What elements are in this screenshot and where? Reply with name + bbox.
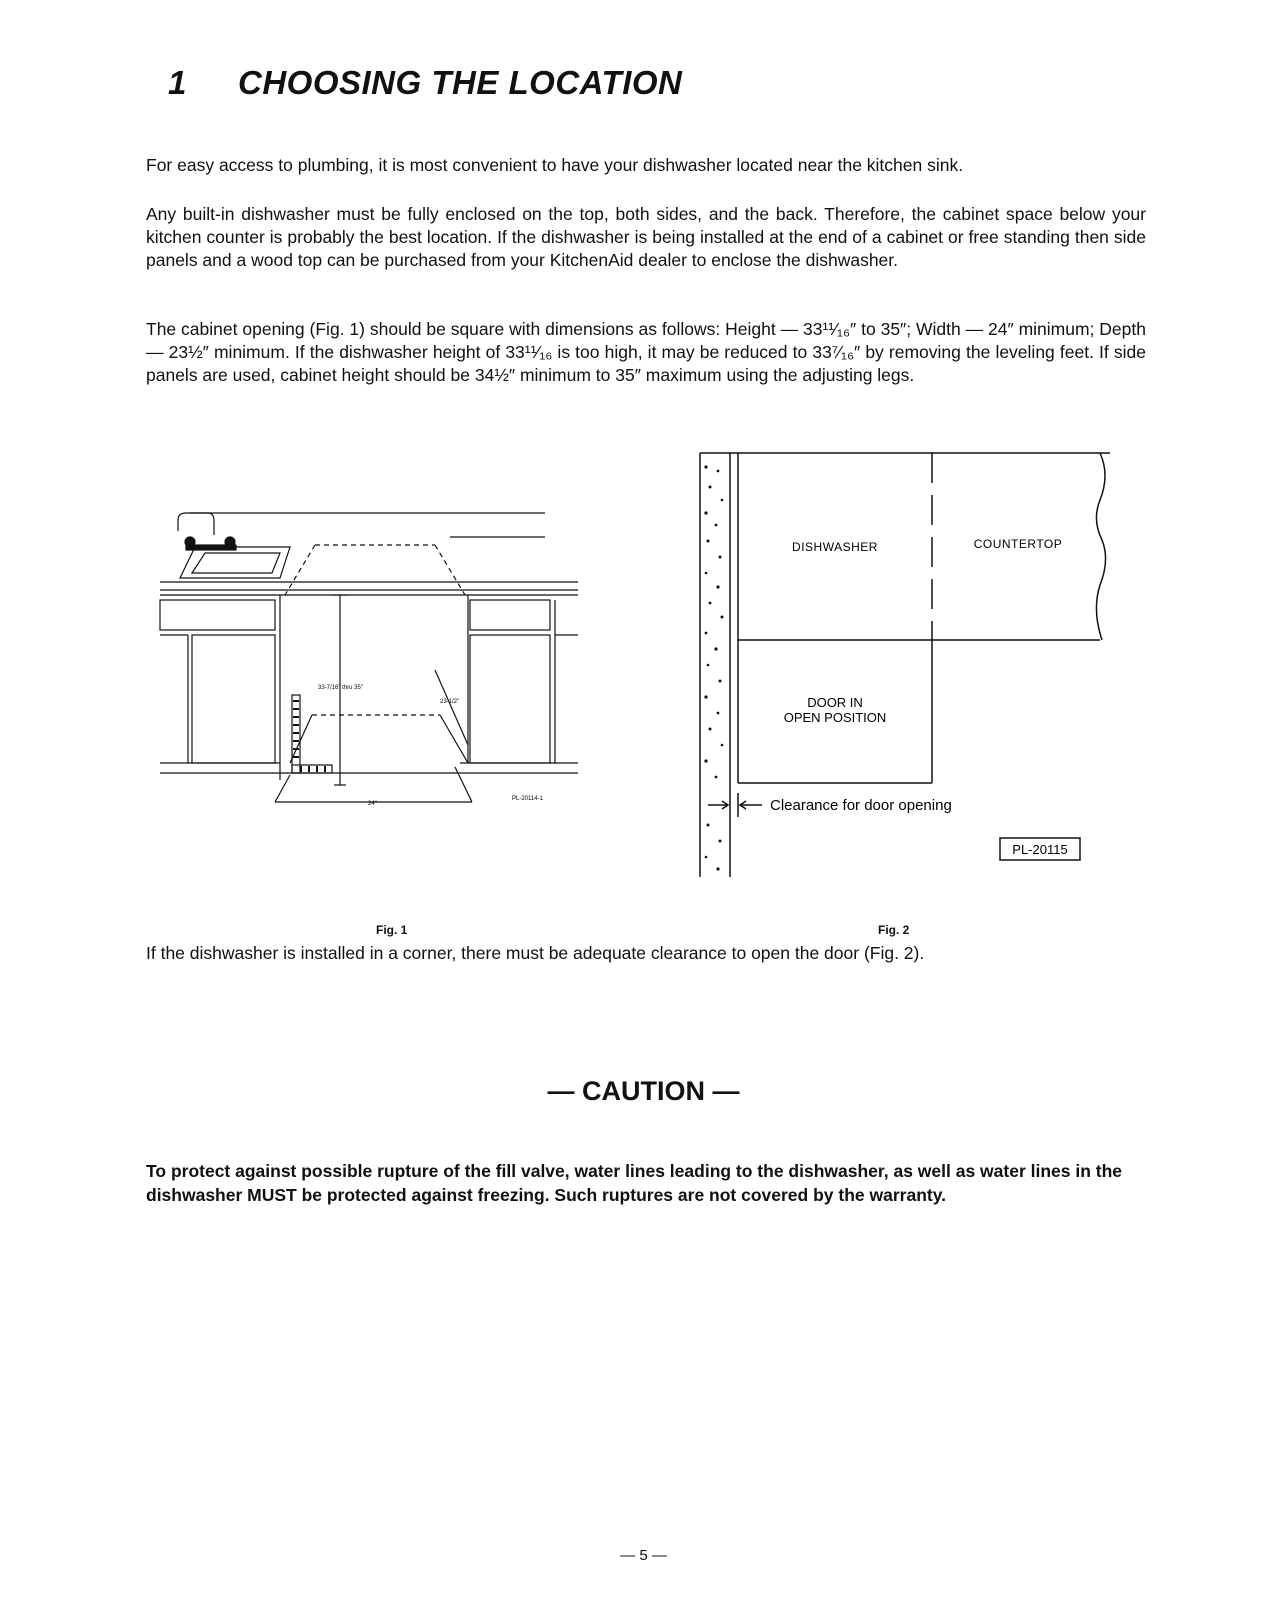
width-extension: [455, 767, 472, 802]
countertop-break-line: [1096, 453, 1105, 640]
faucet-base: [186, 545, 236, 550]
right-drawer: [470, 600, 550, 630]
width-extension: [275, 775, 290, 802]
fig2-caption: Fig. 2: [878, 923, 910, 937]
caution-text: To protect against possible rupture of the fill valve, water lines leading to the dishwasher, as well as water lines in the dishwasher MUST be protected against freezing. Such ruptures are not covered by the warranty.: [146, 1161, 1123, 1205]
section-title: CHOOSING THE LOCATION: [238, 64, 683, 101]
paragraph-cabinet-dimensions: The cabinet opening (Fig. 1) should be square with dimensions as follows: Height — 33¹¹⁄₁₆″ to 35″; Width — 24″ minimum; Depth — 23½″ minimum. If the dishwasher height of 33¹¹⁄₁₆ is too high, it may be reduced to 33⁷⁄₁₆″ by removing the leveling feet. If side panels are used, cabinet height should be 34½″ minimum to 35″ maximum using the adjusting legs.: [146, 319, 1146, 385]
fig2-countertop-label: COUNTERTOP: [973, 537, 1063, 551]
paragraph-corner-clearance: If the dishwasher is installed in a corner, there must be adequate clearance to open the door (Fig. 2).: [146, 943, 925, 963]
fig2-door-label-line1: DOOR IN: [807, 695, 863, 710]
paragraph-plumbing-access: For easy access to plumbing, it is most convenient to have your dishwasher located near the kitchen sink.: [146, 155, 964, 175]
fig1-depth-dimension: 23-1/2": [440, 699, 460, 705]
fig1-cabinet-illustration: [150, 505, 590, 825]
fig1-caption: Fig. 1: [376, 923, 408, 937]
faucet: [178, 513, 214, 535]
fig2-dishwasher-label: DISHWASHER: [792, 540, 878, 554]
fig1-width-dimension: 24": [368, 801, 377, 807]
left-drawer: [160, 600, 275, 630]
opening-floor-diagonal: [440, 715, 468, 763]
opening-outline: [285, 545, 465, 715]
section-heading: [168, 64, 682, 102]
section-number: 1: [168, 64, 187, 101]
wall-hatching: [704, 465, 723, 870]
left-cabinet-door: [192, 635, 275, 763]
right-cabinet-door: [470, 635, 550, 763]
fig1-part-number: PL-20114-1: [512, 796, 543, 802]
fig2-corner-clearance-diagram: [690, 445, 1120, 885]
fig2-clearance-label: Clearance for door opening: [770, 797, 952, 814]
fig2-part-number: PL-20115: [1012, 842, 1068, 857]
caution-heading: — CAUTION —: [547, 1076, 740, 1106]
opening-floor-diagonal: [290, 715, 312, 763]
fig1-height-dimension: 33-7/16" thru 35": [318, 685, 363, 691]
page-number: — 5 —: [620, 1547, 667, 1564]
paragraph-enclosure: Any built-in dishwasher must be fully enclosed on the top, both sides, and the back. Therefore, the cabinet space below your kitchen counter is probably the best location. If the dishwasher is being installed at the end of a cabinet or free standing then side panels and a wood top can be purchased from your KitchenAid dealer to enclose the dishwasher.: [146, 204, 1146, 270]
sink-inner: [192, 553, 280, 573]
fig2-door-label-line2: OPEN POSITION: [783, 710, 887, 725]
